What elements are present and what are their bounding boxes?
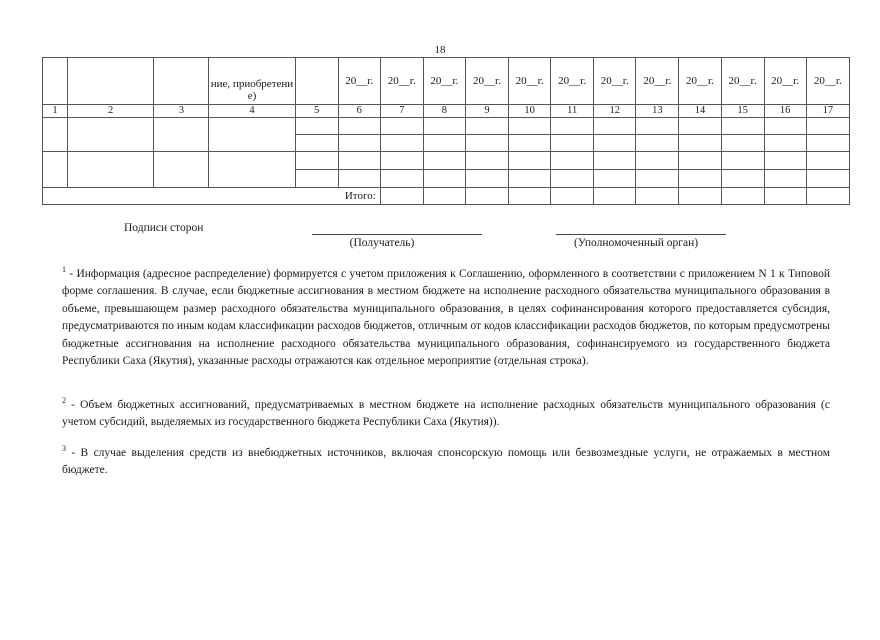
table-cell — [380, 170, 423, 188]
table-cell — [465, 170, 508, 188]
year-header: 20__г. — [465, 58, 508, 105]
header-row — [43, 58, 850, 105]
year-header: 20__г. — [679, 58, 721, 105]
column-number: 12 — [594, 105, 636, 118]
column-number: 14 — [679, 105, 721, 118]
table-cell — [721, 152, 764, 170]
table-cell — [721, 118, 764, 135]
table-cell — [551, 170, 594, 188]
table-cell — [509, 135, 551, 152]
column-number: 13 — [636, 105, 679, 118]
table-cell — [338, 118, 380, 135]
table-cell — [380, 188, 423, 205]
table-cell — [509, 118, 551, 135]
total-label: Итого: — [43, 188, 381, 205]
table-cell — [423, 170, 465, 188]
table-cell — [43, 118, 68, 152]
footnote-marker: 2 — [62, 396, 66, 405]
table-cell — [721, 188, 764, 205]
table-cell — [209, 118, 295, 152]
table-cell — [423, 188, 465, 205]
column-number: 4 — [209, 105, 295, 118]
authority-caption: (Уполномоченный орган) — [573, 237, 699, 249]
year-header: 20__г. — [636, 58, 679, 105]
recipient-caption: (Получатель) — [349, 237, 415, 249]
header-description: ние, приобретени е) — [209, 58, 295, 105]
footnote-marker: 1 — [62, 265, 66, 274]
table-cell — [764, 170, 806, 188]
year-header: 20__г. — [806, 58, 849, 105]
table-cell — [551, 118, 594, 135]
column-number: 6 — [338, 105, 380, 118]
table-cell — [509, 188, 551, 205]
table-cell — [68, 118, 154, 152]
table-cell — [806, 135, 849, 152]
budget-table — [42, 57, 850, 205]
footnote-text: - В случае выделения средств из внебюджетных источников, включая спонсорскую помощь или безвозмездные услуги, не отражаемых в местном бюджете. — [62, 447, 830, 477]
table-cell — [806, 118, 849, 135]
table-cell — [465, 188, 508, 205]
table-cell — [465, 118, 508, 135]
column-number: 9 — [465, 105, 508, 118]
table-cell — [594, 118, 636, 135]
column-number: 15 — [721, 105, 764, 118]
table-cell — [380, 135, 423, 152]
table-cell — [295, 118, 338, 135]
column-number: 1 — [43, 105, 68, 118]
table-cell — [338, 135, 380, 152]
table-cell — [636, 135, 679, 152]
table-cell — [764, 152, 806, 170]
table-cell — [380, 152, 423, 170]
year-header: 20__г. — [509, 58, 551, 105]
header-cell — [295, 58, 338, 105]
column-number: 11 — [551, 105, 594, 118]
table-cell — [806, 188, 849, 205]
column-number: 3 — [154, 105, 209, 118]
table-cell — [594, 152, 636, 170]
table-cell — [509, 170, 551, 188]
header-cell — [43, 58, 68, 105]
year-header: 20__г. — [423, 58, 465, 105]
column-number: 2 — [68, 105, 154, 118]
table-cell — [423, 152, 465, 170]
year-header: 20__г. — [764, 58, 806, 105]
year-header: 20__г. — [721, 58, 764, 105]
table-row — [43, 118, 850, 135]
table-cell — [764, 188, 806, 205]
column-number-row — [43, 105, 850, 118]
table-row — [43, 152, 850, 170]
table-cell — [721, 135, 764, 152]
header-cell — [68, 58, 154, 105]
footnote-marker: 3 — [62, 444, 66, 453]
footnote-text: - Информация (адресное распределение) формируется с учетом приложения к Соглашению, оформленного в соответствии с приложением N 1 к Типовой форме соглашения. В случае, если бюджетные ассигнования в местном бюджете на исполнение расходного обязательства муниципального образования в объеме, превышающем размер расходного обязательства муниципального образования, в целях софинансирования которого предоставляется субсидия, предусматриваются по иным кодам классификации расходов бюджетов, отличным от кодов классификации расходов бюджетов, по которым предусмотрены бюджетные ассигнования на исполнение расходного обязательства муниципального образования, софинансируемого из государственного бюджета Республики Саха (Якутия), указанные расходы отражаются как отдельное мероприятие (отдельная строка). — [62, 268, 830, 368]
table-cell — [295, 170, 338, 188]
signatures-label: Подписи сторон — [124, 222, 204, 234]
table-cell — [679, 135, 721, 152]
recipient-signature-line — [312, 224, 482, 235]
table-cell — [594, 135, 636, 152]
footnote-3 — [62, 445, 830, 480]
table-cell — [636, 170, 679, 188]
table-cell — [806, 152, 849, 170]
header-cell — [154, 58, 209, 105]
column-number: 5 — [295, 105, 338, 118]
table-cell — [209, 152, 295, 188]
footnote-1 — [62, 266, 830, 370]
table-cell — [380, 118, 423, 135]
table-cell — [551, 135, 594, 152]
table-cell — [594, 188, 636, 205]
table-cell — [509, 152, 551, 170]
table-cell — [154, 152, 209, 188]
total-row — [43, 188, 850, 205]
table-cell — [679, 188, 721, 205]
authority-signature-line — [556, 224, 726, 235]
table-cell — [806, 170, 849, 188]
table-cell — [551, 188, 594, 205]
year-header: 20__г. — [380, 58, 423, 105]
table-cell — [68, 152, 154, 188]
table-cell — [679, 170, 721, 188]
table-cell — [465, 152, 508, 170]
table-cell — [154, 118, 209, 152]
footnote-text: - Объем бюджетных ассигнований, предусматриваемых в местном бюджете на исполнение расходных обязательств муниципального образования (с учетом субсидий, выделяемых из государственного бюджета Республики Саха (Якутия)). — [62, 399, 830, 429]
table-cell — [679, 152, 721, 170]
column-number: 10 — [509, 105, 551, 118]
column-number: 8 — [423, 105, 465, 118]
table-cell — [636, 152, 679, 170]
table-cell — [43, 152, 68, 188]
year-header: 20__г. — [338, 58, 380, 105]
table-cell — [551, 152, 594, 170]
table-cell — [594, 170, 636, 188]
table-cell — [423, 135, 465, 152]
table-cell — [679, 118, 721, 135]
table-cell — [764, 135, 806, 152]
column-number: 17 — [806, 105, 849, 118]
footnote-2 — [62, 397, 830, 432]
table-cell — [338, 152, 380, 170]
table-cell — [764, 118, 806, 135]
table-cell — [636, 118, 679, 135]
column-number: 16 — [764, 105, 806, 118]
table-cell — [295, 135, 338, 152]
page-number: 18 — [434, 44, 446, 56]
year-header: 20__г. — [551, 58, 594, 105]
table-cell — [721, 170, 764, 188]
column-number: 7 — [380, 105, 423, 118]
table-cell — [636, 188, 679, 205]
table-cell — [338, 170, 380, 188]
table-cell — [295, 152, 338, 170]
year-header: 20__г. — [594, 58, 636, 105]
table-cell — [465, 135, 508, 152]
table-cell — [423, 118, 465, 135]
